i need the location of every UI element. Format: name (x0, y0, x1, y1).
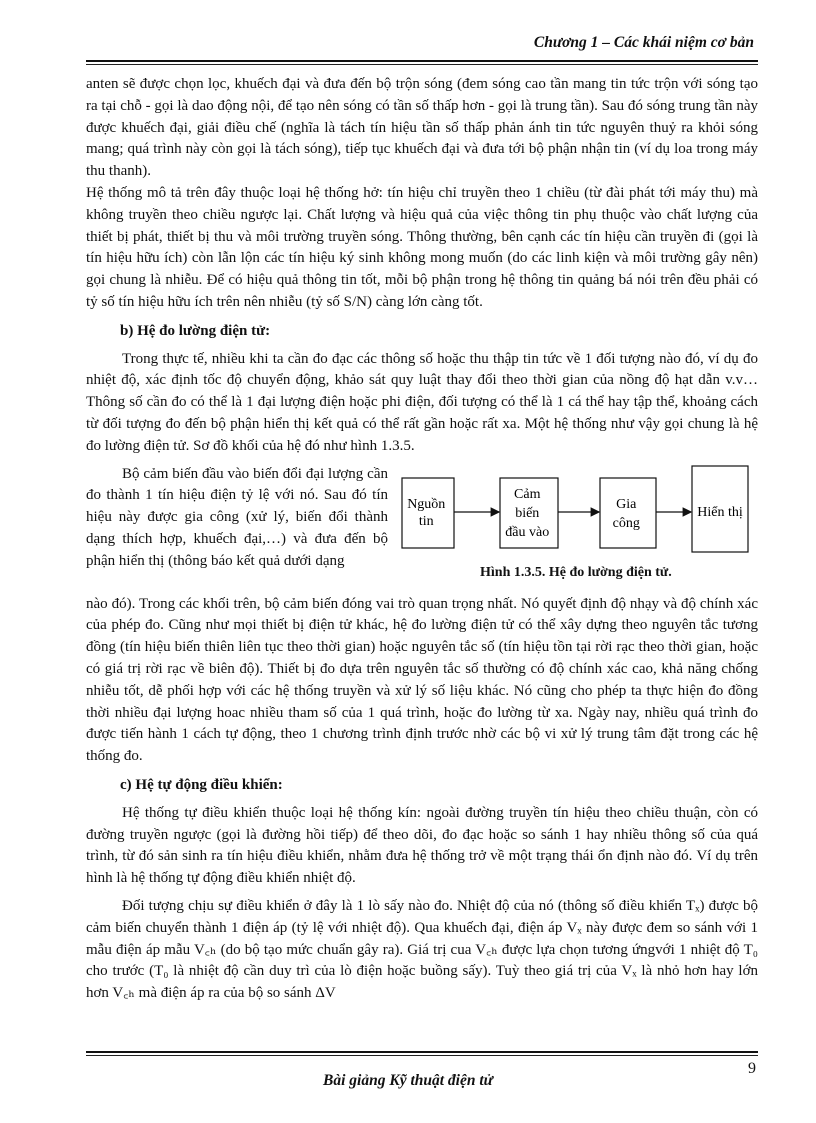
paragraph-2: Hệ thống mô tả trên đây thuộc loại hệ thống hở: tín hiệu chỉ truyền theo 1 chiều (từ đài phát tới máy thu) mà không truyền theo chiều ngược lại. Chất lượng và hiệu quả của việc thông tin phụ thuộc vào chất lượng của thiết bị phát, thiết bị thu và môi trường truyền sóng. Thông thường, bên cạnh các tín hiệu cần truyền đi (gọi là tín hiệu hữu ích) còn lẫn lộn các tín hiệu ký sinh không mong muốn (do các linh kiện và môi trường gây nên) gọi chung là nhiễu. Để có hiệu quả thông tin tốt, mỗi bộ phận trong hệ thông tin quảng bá nói trên đều phải có tỷ số tín hiệu hữu ích trên nên nhiễu (tỷ số S/N) càng lớn càng tốt. (86, 184, 758, 310)
figure-row (86, 464, 758, 594)
paragraph-4b: nào đó). Trong các khối trên, bộ cảm biến đóng vai trò quan trọng nhất. Nó quyết định độ nhạy và độ chính xác của phép đo. Cũng như mọi thiết bị điện tử khác, hệ đo lường điện tử có thể xây dựng theo nguyên tắc tương đồng (tín hiệu biến thiên liên tục theo thời gian) hoặc nguyên tắc số (tín hiệu tồn tại rời rạc theo thời gian, hoặc có giá trị rời rạc về biên độ). Thiết bị đo dựa trên nguyên tắc số thường có độ chính xác cao, khả năng chống nhiễu tốt, dễ phối hợp với các hệ thống truyền và xử lý số liệu khác. Nó cũng cho phép ta thực hiện đo đồng thời nhiều đại lượng hoac nhiều tham số của 1 quá trình, hoặc đo lường từ xa. Ngày nay, nhiều quá trình đo được tiến hành 1 cách tự động, theo 1 chương trình định trước nhờ các bộ vi xử lý trung tâm đặt trong các hệ thống đo. (86, 595, 758, 765)
heading-c: c) Hệ tự động điều khiển: (120, 776, 283, 793)
block-diagram-svg (400, 464, 760, 560)
footer-rule-thin (86, 1055, 758, 1056)
footer-rule (86, 1051, 758, 1053)
chapter-title: Chương 1 – Các khái niệm cơ bản (533, 34, 754, 51)
paragraph-6: Đối tượng chịu sự điều khiển ở đây là 1 lò sấy nào đo. Nhiệt độ của nó (thông số điều khiển Tₓ) được bộ cảm biến chuyển thành 1 điện áp (tỷ lệ với nhiệt độ). Qua khuếch đại, điện áp Vₓ này được đem so sánh với 1 mẫu điện áp mẫu V꜀ₕ (do bộ tạo mức chuẩn gây ra). Giá trị cua V꜀ₕ được lựa chọn tương ứngvới 1 nhiệt độ T₀ cho trước (T₀ là nhiệt độ cần duy trì của lò điện hoặc buồng sấy). Tuỳ theo giá trị của Vₓ là nhỏ hơn hay lớn hơn V꜀ₕ mà điện áp ra của bộ so sánh ΔV (86, 897, 758, 1002)
box1-label-1: Nguồn (407, 496, 446, 512)
figure-caption: Hình 1.3.5. Hệ đo lường điện tử. (480, 564, 672, 580)
header-rule-thin (86, 64, 758, 65)
box4-label: Hiển thị (697, 504, 743, 520)
box-nguon-tin (402, 478, 454, 548)
box3-label-1: Gia (616, 496, 637, 512)
paragraph-3: Trong thực tế, nhiều khi ta cần đo đạc các thông số hoặc thu thập tin tức về 1 đối tượng nào đó, ví dụ đo nhiệt độ, xác định tốc độ chuyển động, khảo sát quy luật thay đổi theo thời gian của nồng độ hạt dẫn v.v… Thông số cần đo có thể là 1 đại lượng điện hoặc phi điện, đối tượng có thể là 1 cá thể hay tập thể, khoảng cách từ đối tượng đo đến bộ phận hiển thị kết quả có thể rất gần hoặc rất xa. Một hệ thống như vậy gọi chung là hệ đo lường điện tử. Sơ đồ khối của hệ đó như hình 1.3.5. (86, 350, 758, 454)
page-number: 9 (748, 1060, 756, 1077)
box2-label-2: biến (515, 505, 540, 521)
box2-label-3: đầu vào (505, 524, 550, 540)
heading-b: b) Hệ đo lường điện tử: (120, 322, 271, 339)
block-diagram (400, 464, 758, 594)
paragraph-5: Hệ thống tự điều khiển thuộc loại hệ thống kín: ngoài đường truyền tín hiệu theo chiều thuận, còn có đường truyền ngược (gọi là đường hồi tiếp) để theo dõi, đo đạc hoặc so sánh 1 hay nhiều thông số của quá trình, từ đó sản sinh ra tín hiệu điều khiển, nhằm đưa hệ thống trở về một trạng thái ổn định nào đó. Ví dụ trên hình là hệ thống tự động điều khiển nhiệt độ. (86, 804, 758, 887)
box-gia-cong (600, 478, 656, 548)
header-rule (86, 60, 758, 62)
paragraph-1: anten sẽ được chọn lọc, khuếch đại và đưa đến bộ trộn sóng (đem sóng cao tần mang tin tức trộn với sóng tạo ra tại chỗ - gọi là dao động nội, để tạo nên sóng có tần số thấp hơn - gọi là trung tần). Sau đó sóng trung tần này được khuếch đại, giải điều chế (nghĩa là tách tín hiệu tần số thấp phản ánh tin tức nguyên thuỷ ra khỏi sóng mang; quá trình này còn gọi là tách sóng), tiếp tục khuếch đại và đưa tới bộ phận nhận tin (ví dụ loa trong máy thu thanh). (86, 76, 758, 180)
paragraph-4a: Bộ cảm biến đầu vào biến đổi đại lượng cần đo thành 1 tín hiệu điện tỷ lệ với nó. Sau đó tín hiệu này được gia công (xử lý, biến đổi thành dạng thích hợp, khuếch đại,…) và đưa đến bộ phận hiển thị (thông báo kết quả dưới dạng (86, 465, 388, 569)
box3-label-2: công (612, 515, 640, 531)
box1-label-2: tin (418, 513, 434, 529)
page-content (86, 74, 758, 1005)
footer-book-title: Bài giảng Kỹ thuật điện tử (323, 1072, 493, 1089)
box2-label-1: Cảm (514, 486, 541, 502)
